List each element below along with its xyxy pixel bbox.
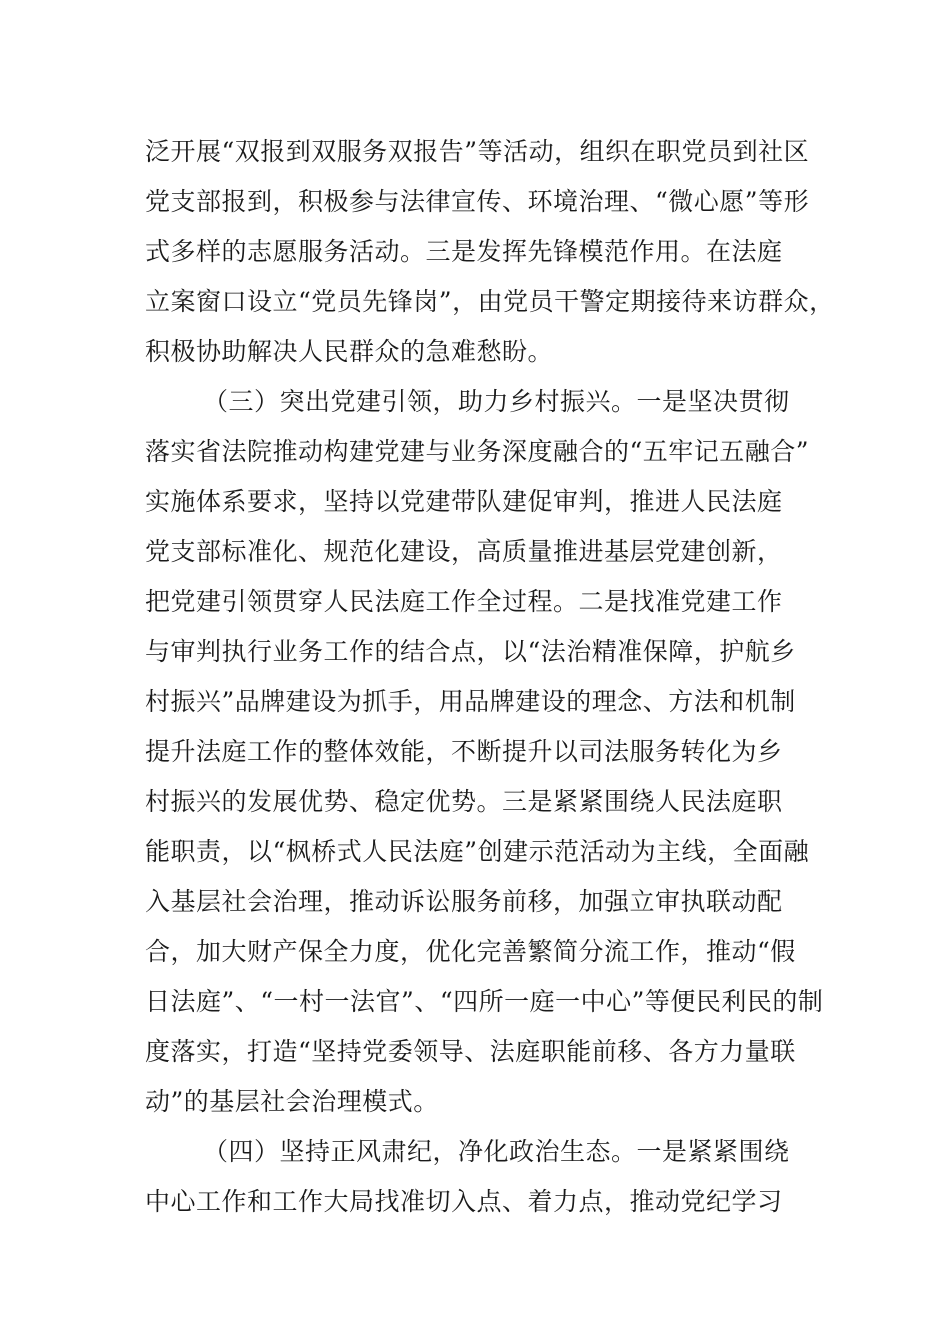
text-line: 中心工作和工作大局找准切入点、着力点，推动党纪学习 bbox=[145, 1187, 783, 1216]
text-line: 党支部标准化、规范化建设，高质量推进基层党建创新， bbox=[145, 537, 783, 566]
text-line: 把党建引领贯穿人民法庭工作全过程。二是找准党建工作 bbox=[145, 587, 783, 616]
text-line: 式多样的志愿服务活动。三是发挥先锋模范作用。在法庭 bbox=[145, 237, 783, 266]
text-line: 与审判执行业务工作的结合点，以“法治精准保障，护航乡 bbox=[145, 637, 796, 666]
text-line: 村振兴的发展优势、稳定优势。三是紧紧围绕人民法庭职 bbox=[145, 787, 783, 816]
text-line: 落实省法院推动构建党建与业务深度融合的“五牢记五融合” bbox=[145, 437, 810, 466]
section-heading-line: （三）突出党建引领，助力乡村振兴。一是坚决贯彻 bbox=[203, 387, 790, 416]
text-line: 实施体系要求，坚持以党建带队建促审判，推进人民法庭 bbox=[145, 487, 783, 516]
document-body bbox=[145, 127, 845, 1227]
text-line: 动”的基层社会治理模式。 bbox=[145, 1087, 439, 1116]
section-heading-line: （四）坚持正风肃纪，净化政治生态。一是紧紧围绕 bbox=[203, 1137, 790, 1166]
text-line: 立案窗口设立“党员先锋岗”，由党员干警定期接待来访群众， bbox=[145, 287, 835, 316]
text-line: 度落实，打造“坚持党委领导、法庭职能前移、各方力量联 bbox=[145, 1037, 796, 1066]
text-line: 入基层社会治理，推动诉讼服务前移，加强立审执联动配 bbox=[145, 887, 783, 916]
text-line: 日法庭”、“一村一法官”、“四所一庭一中心”等便民利民的制 bbox=[145, 987, 824, 1016]
text-line: 能职责，以“枫桥式人民法庭”创建示范活动为主线，全面融 bbox=[145, 837, 810, 866]
text-line: 合，加大财产保全力度，优化完善繁简分流工作，推动“假 bbox=[145, 937, 796, 966]
text-line: 积极协助解决人民群众的急难愁盼。 bbox=[145, 337, 554, 366]
text-line: 提升法庭工作的整体效能，不断提升以司法服务转化为乡 bbox=[145, 737, 783, 766]
text-line: 党支部报到，积极参与法律宣传、环境治理、“微心愿”等形 bbox=[145, 187, 810, 216]
text-line: 泛开展“双报到双服务双报告”等活动，组织在职党员到社区 bbox=[145, 137, 810, 166]
text-line: 村振兴”品牌建设为抓手，用品牌建设的理念、方法和机制 bbox=[145, 687, 796, 716]
